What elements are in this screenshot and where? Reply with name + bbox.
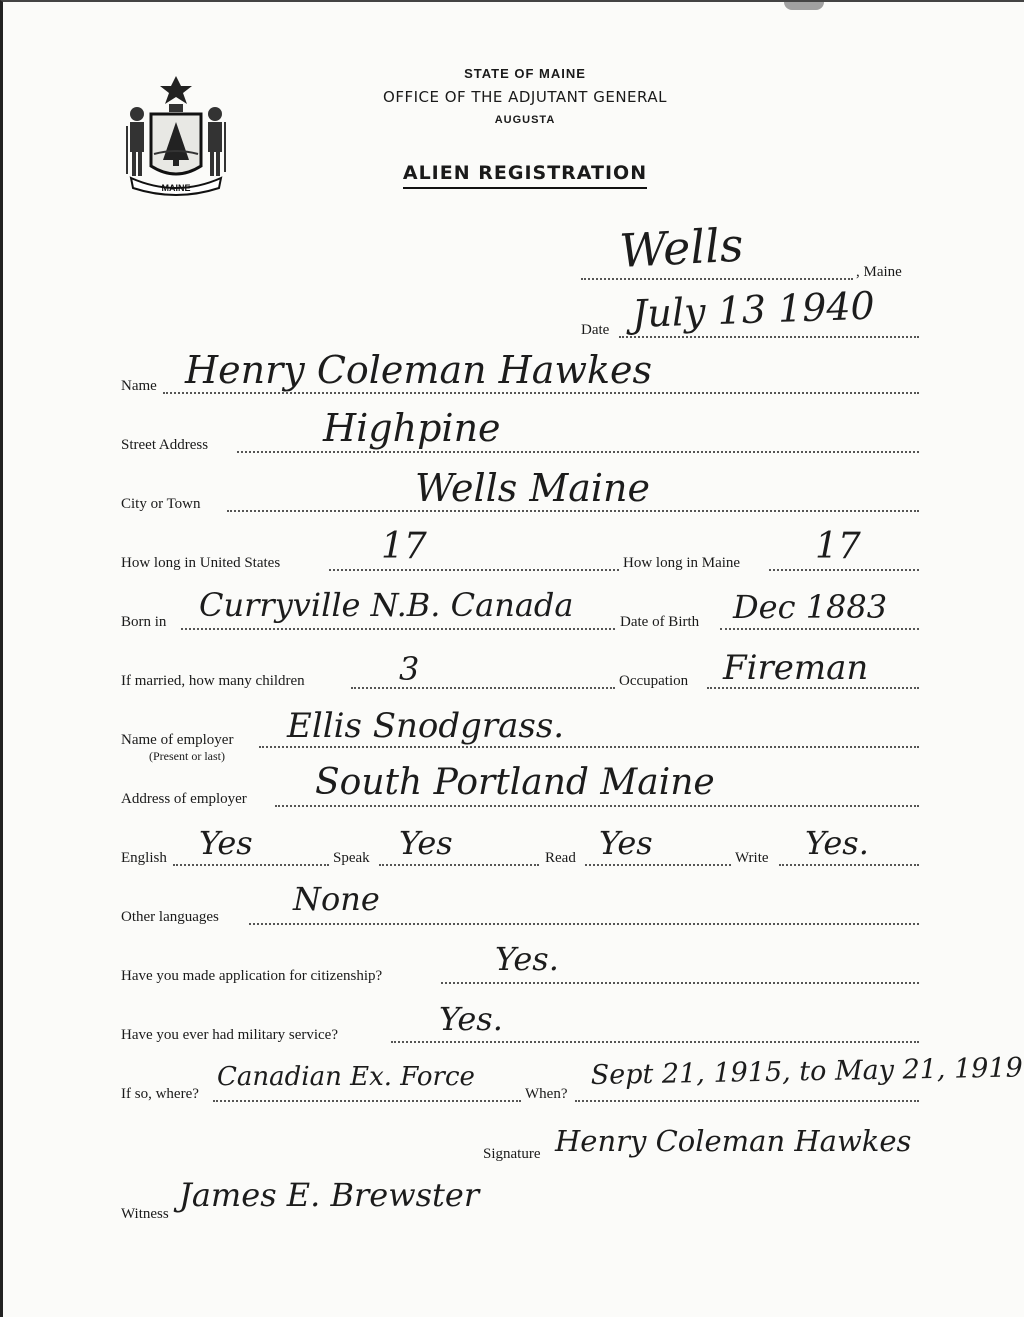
citizenship-value: Yes. — [495, 940, 559, 978]
employer-address-label: Address of employer — [121, 791, 247, 807]
date-of-birth-label: Date of Birth — [620, 614, 700, 630]
employer-address-value: South Portland Maine — [315, 762, 715, 803]
employer-value: Ellis Snodgrass. — [287, 706, 565, 746]
form-title-text: ALIEN REGISTRATION — [403, 162, 647, 189]
when-label: When? — [525, 1086, 568, 1102]
how-long-maine-value: 17 — [815, 526, 861, 567]
where-value: Canadian Ex. Force — [217, 1062, 475, 1092]
city-value: Wells Maine — [415, 466, 651, 510]
employer-sub-label: (Present or last) — [149, 749, 225, 763]
name-label: Name — [121, 378, 157, 394]
english-value: Yes — [199, 824, 253, 862]
military-label: Have you ever had military service? — [121, 1027, 338, 1043]
when-value: Sept 21, 1915, to May 21, 1919 — [590, 1052, 1024, 1091]
how-long-us-value: 17 — [381, 526, 427, 567]
born-in-label: Born in — [121, 614, 167, 630]
date-label: Date — [581, 322, 610, 338]
city-label: City or Town — [121, 496, 201, 512]
write-label: Write — [735, 850, 769, 866]
city-line — [227, 510, 919, 512]
header-office: OFFICE OF THE ADJUTANT GENERAL — [383, 88, 667, 106]
town-label: , Maine — [856, 264, 902, 280]
citizenship-line — [441, 982, 919, 984]
how-long-us-line — [329, 569, 619, 571]
military-line — [391, 1041, 919, 1043]
town-line — [581, 278, 853, 280]
when-line — [575, 1100, 919, 1102]
children-label: If married, how many children — [121, 673, 305, 689]
english-line — [173, 864, 329, 866]
date-value: July 13 1940 — [631, 283, 876, 336]
speak-line — [379, 864, 539, 866]
where-line — [213, 1100, 521, 1102]
header-city: AUGUSTA — [494, 114, 556, 126]
other-languages-line — [249, 923, 919, 925]
occupation-value: Fireman — [723, 648, 869, 688]
other-languages-label: Other languages — [121, 909, 219, 925]
born-in-line — [181, 628, 615, 630]
children-value: 3 — [399, 650, 420, 688]
how-long-us-label: How long in United States — [121, 555, 281, 571]
name-value: Henry Coleman Hawkes — [185, 348, 652, 392]
read-line — [585, 864, 731, 866]
town-value: Wells — [618, 217, 745, 278]
employer-label: Name of employer — [121, 732, 234, 748]
street-label: Street Address — [121, 437, 209, 453]
date-of-birth-line — [720, 628, 919, 630]
date-of-birth-value: Dec 1883 — [733, 588, 888, 626]
speak-label: Speak — [333, 850, 370, 866]
witness-value: James E. Brewster — [179, 1176, 480, 1214]
where-label: If so, where? — [121, 1086, 199, 1102]
header-state: STATE OF MAINE — [464, 66, 586, 81]
street-value: Highpine — [323, 406, 501, 450]
witness-label: Witness — [121, 1206, 169, 1222]
signature-label: Signature — [483, 1146, 541, 1162]
how-long-maine-label: How long in Maine — [623, 555, 741, 571]
citizenship-label: Have you made application for citizenship? — [121, 968, 383, 984]
how-long-maine-line — [769, 569, 919, 571]
english-label: English — [121, 850, 167, 866]
signature-value: Henry Coleman Hawkes — [555, 1124, 912, 1158]
employer-address-line — [275, 805, 919, 807]
street-line — [237, 451, 919, 453]
date-line — [619, 336, 919, 338]
form-title — [13, 162, 1024, 184]
read-label: Read — [545, 850, 576, 866]
military-value: Yes. — [439, 1000, 503, 1038]
other-languages-value: None — [293, 880, 380, 918]
write-value: Yes. — [805, 824, 869, 862]
scan-artifact — [784, 2, 824, 10]
write-line — [779, 864, 919, 866]
seal-banner: MAINE — [161, 183, 191, 193]
employer-line — [259, 746, 919, 748]
born-in-value: Curryville N.B. Canada — [199, 586, 574, 624]
read-value: Yes — [599, 824, 653, 862]
speak-value: Yes — [399, 824, 453, 862]
children-line — [351, 687, 615, 689]
occupation-label: Occupation — [619, 673, 689, 689]
name-line — [163, 392, 919, 394]
